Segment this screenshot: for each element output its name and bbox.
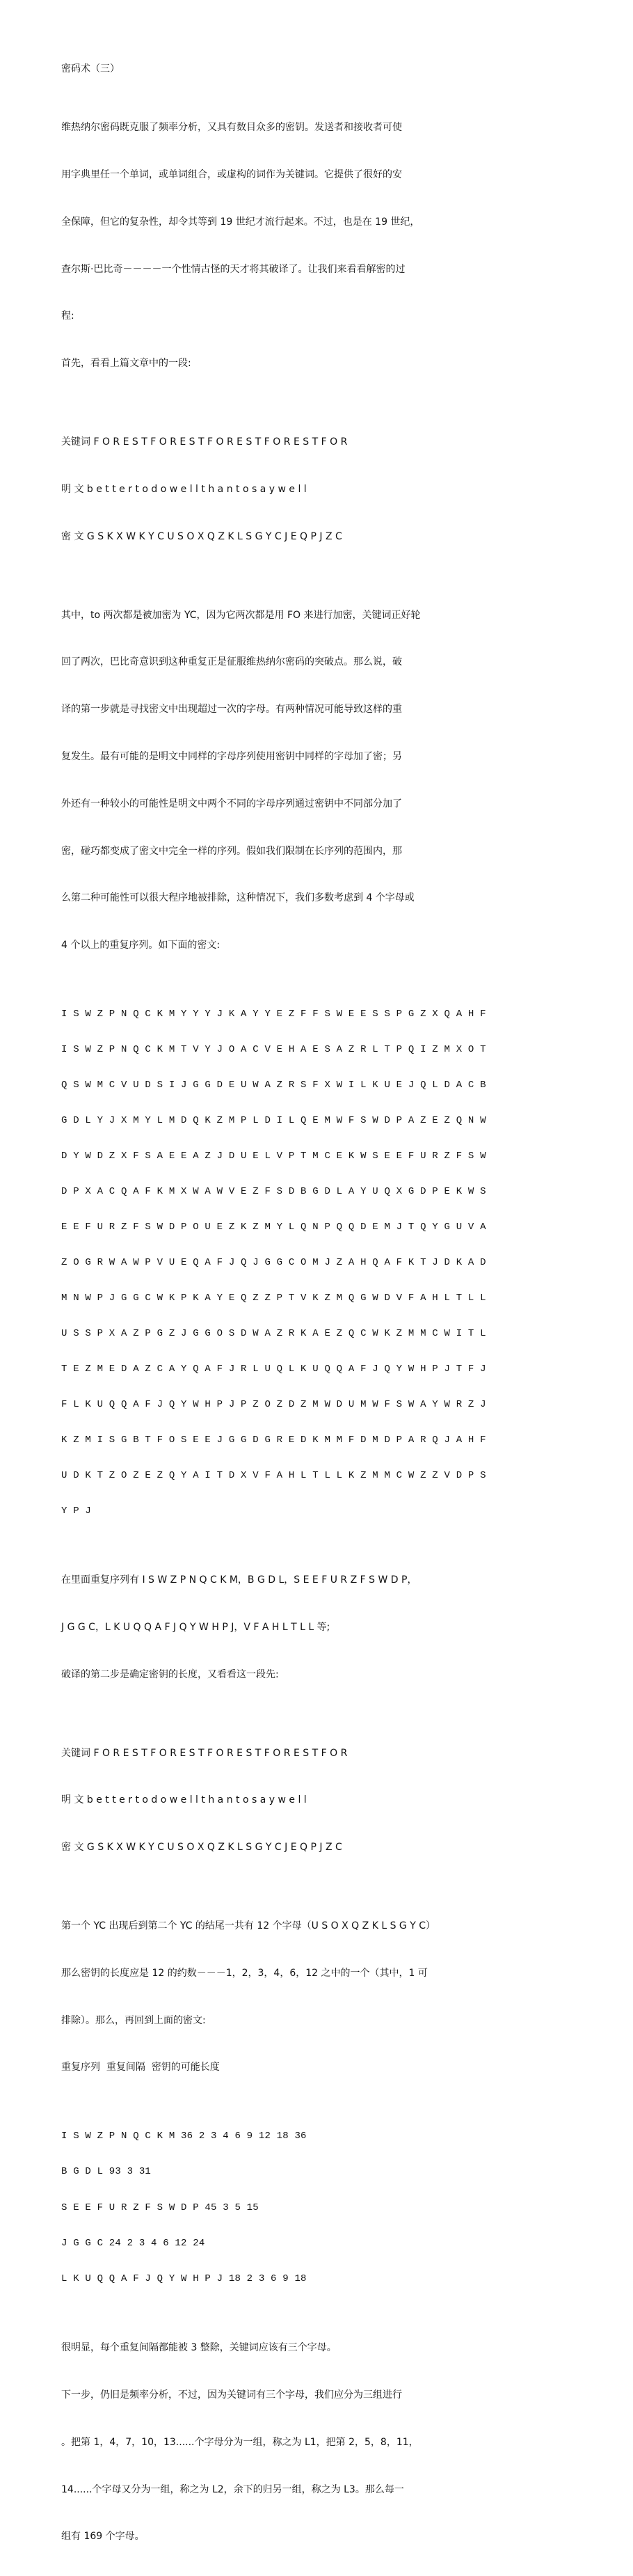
text-line: 么第二种可能性可以很大程序地被排除，这种情况下，我们多数考虑到 4 个字母或 [61, 892, 415, 904]
ciphertext-line: 密 文 G S K X W K Y C U S O X Q Z K L S G Y C J E Q P J Z C [61, 530, 342, 542]
text-line: 查尔斯·巴比奇－－－－一个性情古怪的天才将其破译了。让我们来看看解密的过 [61, 263, 406, 275]
text-line: 14......个字母又分为一组，称之为 L2，余下的归另一组，称之为 L3。那么每一 [61, 2483, 404, 2495]
plaintext-line: 明 文 b e t t e r t o d o w e l l t h a n t o s a y w e l l [61, 1794, 307, 1806]
ciphertext-block [61, 985, 534, 1541]
text-line: 其中，to 两次都是被加密为 YC，因为它两次都是用 FO 来进行加密，关键词正好轮 [61, 609, 421, 621]
cipher-row: I S W Z P N Q C K M T V Y J O A C V E H A E S A Z R L T P Q I Z M X O T [61, 1043, 486, 1055]
cipher-row: U D K T Z O Z E Z Q Y A I T D X V F A H L T L L K Z M M C W Z Z V D P S [61, 1469, 486, 1481]
text-line: 排除）。那么，再回到上面的密文: [61, 2014, 206, 2026]
cipher-row: D P X A C Q A F K M X W A W V E Z F S D B G D L A Y U Q X G D P E K W S [61, 1185, 486, 1197]
cipher-row: T E Z M E D A Z C A Y Q A F J R L U Q L K U Q Q A F J Q Y W H P J T F J [61, 1363, 486, 1375]
step2-label: 破译的第二步是确定密钥的长度，又看看这一段先: [61, 1668, 279, 1680]
text-line: 很明显，每个重复间隔都能被 3 整除，关键词应该有三个字母。 [61, 2342, 337, 2354]
cipher-row: Z O G R W A W P V U E Q A F J Q J G G C O M J Z A H Q A F K T J D K A D [61, 1256, 486, 1268]
cipher-row: Q S W M C V U D S I J G G D E U W A Z R S F X W I L K U E J Q L D A C B [61, 1079, 486, 1091]
text-line: 。把第 1，4，7，10，13......个字母分为一组，称之为 L1，把第 2，5，8，11， [61, 2436, 419, 2448]
cipher-row: K Z M I S G B T F O S E E J G G D G R E D K M M F D M D P A R Q J A H F [61, 1434, 486, 1446]
cipher-row: M N W P J G G C W K P K A Y E Q Z Z P T V K Z M Q G W D V F A H L T L L [61, 1292, 486, 1304]
document-page [61, 61, 534, 2576]
keyword-line: 关键词 F O R E S T F O R E S T F O R E S T F O R E S T F O R [61, 1747, 348, 1759]
cipher-row: Y P J [61, 1505, 92, 1517]
text-line: 4 个以上的重复序列。如下面的密文: [61, 940, 221, 951]
text-line: 程: [61, 310, 74, 322]
cipher-row: D Y W D Z X F S A E E A Z J D U E L V P T M C E K W S E E F U R Z F S W [61, 1150, 486, 1162]
text-line: 组有 169 个字母。 [61, 2531, 145, 2543]
text-line: 全保障，但它的复杂性，却令其等到 19 世纪才流行起来。不过，也是在 19 世纪， [61, 216, 420, 228]
table-header: 重复序列 重复间隔 密钥的可能长度 [61, 2062, 220, 2073]
text-line: 那么密钥的长度应是 12 的约数－－－1，2，3，4，6，12 之中的一个（其中，1 可 [61, 1967, 428, 1979]
text-line: 外还有一种较小的可能性是明文中两个不同的字母序列通过密钥中不同部分加了 [61, 798, 402, 809]
analysis-paragraph [61, 576, 534, 984]
table-row: I S W Z P N Q C K M 36 2 3 4 6 9 12 18 36 [61, 2131, 307, 2142]
cipher-row: F L K U Q Q A F J Q Y W H P J P Z O Z D Z M W D U M W F S W A Y W R Z J [61, 1398, 486, 1410]
text-line: 用字典里任一个单词，或单词组合，或虚构的词作为关键词。它提供了很好的安 [61, 168, 402, 180]
table-row: J G G C 24 2 3 4 6 12 24 [61, 2237, 205, 2249]
repeats-paragraph [61, 1541, 534, 1714]
conclusion-paragraph [61, 2309, 534, 2576]
table-row: L K U Q Q A F J Q Y W H P J 18 2 3 6 9 18 [61, 2273, 307, 2284]
text-line: 第一个 YC 出现后到第二个 YC 的结尾一共有 12 个字母（U S O X Q Z K L S G Y C） [61, 1920, 435, 1932]
example-2 [61, 1714, 534, 1887]
table-row: S E E F U R Z F S W D P 45 3 5 15 [61, 2202, 259, 2213]
cipher-row: G D L Y J X M Y L M D Q K Z M P L D I L Q E M W F S W D P A Z E Z Q N W [61, 1114, 486, 1126]
cipher-row: E E F U R Z F S W D P O U E Z K Z M Y L Q N P Q Q D E M J T Q Y G U V A [61, 1221, 486, 1233]
text-line: 维热纳尔密码既克服了频率分析，又具有数目众多的密钥。发送者和接收者可使 [61, 122, 402, 134]
ciphertext-line: 密 文 G S K X W K Y C U S O X Q Z K L S G Y C J E Q P J Z C [61, 1842, 342, 1854]
first-label: 首先，看看上篇文章中的一段: [61, 358, 191, 370]
table-row: B G D L 93 3 31 [61, 2166, 152, 2178]
cipher-row: I S W Z P N Q C K M Y Y Y J K A Y Y E Z F F S W E E S S P G Z X Q A H F [61, 1008, 486, 1020]
text-line: J G G C，L K U Q Q A F J Q Y W H P J，V F A H L T L L 等; [61, 1621, 330, 1633]
keyword-line: 关键词 F O R E S T F O R E S T F O R E S T F O R E S T F O R [61, 436, 348, 448]
text-line: 译的第一步就是寻找密文中出现超过一次的字母。有两种情况可能导致这样的重 [61, 704, 402, 716]
example-1 [61, 403, 534, 576]
text-line: 密，碰巧都变成了密文中完全一样的序列。假如我们限制在长序列的范围内，那 [61, 845, 402, 857]
text-line: 在里面重复序列有 I S W Z P N Q C K M，B G D L，S E E F U R Z F S W D P， [61, 1574, 417, 1586]
text-line: 下一步，仍旧是频率分析，不过，因为关键词有三个字母，我们应分为三组进行 [61, 2389, 402, 2401]
text-line: 回了两次，巴比奇意识到这种重复正是征服维热纳尔密码的突破点。那么说，破 [61, 656, 402, 668]
cipher-row: U S S P X A Z P G Z J G G O S D W A Z R K A E Z Q C W K Z M M C W I T L [61, 1327, 486, 1339]
plaintext-line: 明 文 b e t t e r t o d o w e l l t h a n t o s a y w e l l [61, 483, 307, 495]
document-title: 密码术（三） [61, 63, 120, 74]
intro-paragraph [61, 88, 534, 403]
repeat-table [61, 2107, 534, 2309]
text-line: 复发生。最有可能的是明文中同样的字母序列使用密钥中同样的字母加了密；另 [61, 750, 402, 762]
key-length-paragraph [61, 1887, 534, 2107]
